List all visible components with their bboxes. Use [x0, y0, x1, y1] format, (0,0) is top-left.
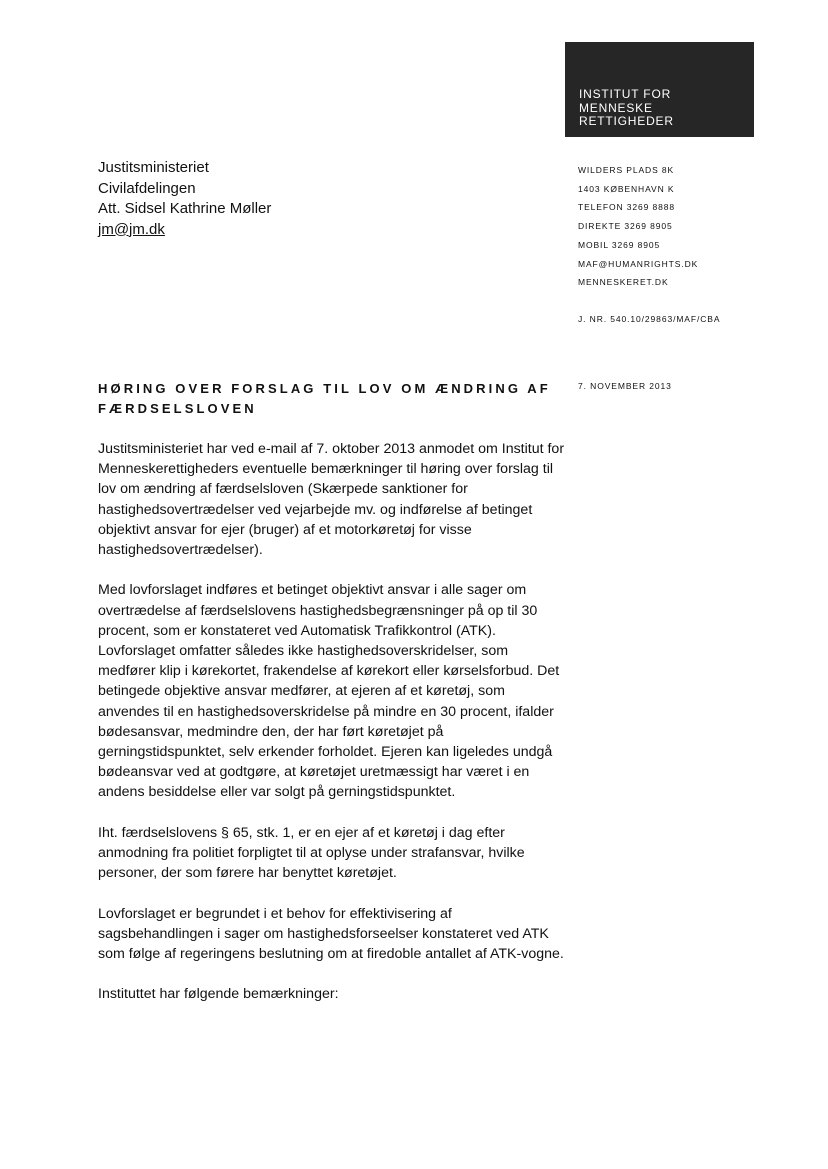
body-paragraph: Lovforslaget er begrundet i et behov for effektivisering af sagsbehandlingen i sager om hastighedsforseelser konstateret ved ATK som følge af regeringens beslutning om at firedoble antallet af ATK-vogne.: [98, 905, 564, 963]
contact-website: MENNESKERET.DK: [578, 277, 669, 288]
body-paragraph: Justitsministeriet har ved e-mail af 7. oktober 2013 anmodet om Institut for Menneskerettigheders eventuelle bemærkninger til høring over forslag til lov om ændring af færdselsloven (Skærpede sanktioner for hastighedsovertrædelser ved vejarbejde mv. og indførelse af betinget objektivt ansvar for ejer (bruger) af et motorkøretøj for visse hastighedsovertrædelser).: [98, 441, 565, 559]
recipient-address: [98, 158, 271, 240]
recipient-line: Att. Sidsel Kathrine Møller: [98, 200, 272, 217]
contact-address-street: WILDERS PLADS 8K: [578, 165, 675, 175]
logo-line: RETTIGHEDER: [579, 114, 674, 128]
contact-mobile: MOBIL 3269 8905: [578, 239, 661, 250]
logo-line: INSTITUT FOR: [579, 87, 672, 101]
body-paragraph: Iht. færdselslovens § 65, stk. 1, er en ejer af et køretøj i dag efter anmodning fra politiet forpligtet til at oplyse under strafansvar, hvilke personer, der som førere har benyttet køretøjet.: [98, 824, 525, 882]
logo-line: MENNESKE: [579, 100, 653, 115]
recipient-line: Justitsministeriet: [98, 159, 209, 176]
letter-heading: HØRING OVER FORSLAG TIL LOV OM ÆNDRING AF FÆRDSELSLOVEN: [98, 381, 551, 416]
contact-address-city: 1403 KØBENHAVN K: [578, 183, 675, 194]
body-paragraph: Instituttet har følgende bemærkninger:: [98, 986, 339, 1003]
journal-number: J. NR. 540.10/29863/MAF/CBA: [578, 314, 721, 324]
institute-logo: [565, 42, 754, 137]
contact-direct-phone: DIREKTE 3269 8905: [578, 221, 673, 232]
recipient-email-link[interactable]: jm@jm.dk: [98, 220, 165, 238]
contact-email: MAF@HUMANRIGHTS.DK: [578, 258, 699, 269]
sender-contact-block: [578, 161, 698, 292]
body-paragraph: Med lovforslaget indføres et betinget objektivt ansvar i alle sager om overtrædelse af færdselslovens hastighedsbegrænsninger på op til 30 procent, som er konstateret ved Automatisk Trafikkontrol (ATK). Lovforslaget omfatter således ikke hastighedsoverskridelser, som medfører klip i kørekortet, frakendelse af kørekort eller kørselsforbud. Det betingede objektive ansvar medfører, at ejeren af et køretøj, som anvendes til en hastighedsoverskridelse på mindre en 30 procent, ifalder bødesansvar, medmindre den, der har ført køretøjet på gerningstidspunktet, selv erkender forholdet. Ejeren kan ligeledes undgå bødeansvar ved at godtgøre, at køretøjet uretmæssigt har været i en andens besiddelse eller var solgt på gerningstidspunktet.: [98, 582, 560, 801]
letter-body: [98, 439, 568, 1025]
recipient-line: Civilafdelingen: [98, 179, 196, 197]
letter-date: 7. NOVEMBER 2013: [578, 381, 672, 391]
contact-phone: TELEFON 3269 8888: [578, 202, 676, 213]
